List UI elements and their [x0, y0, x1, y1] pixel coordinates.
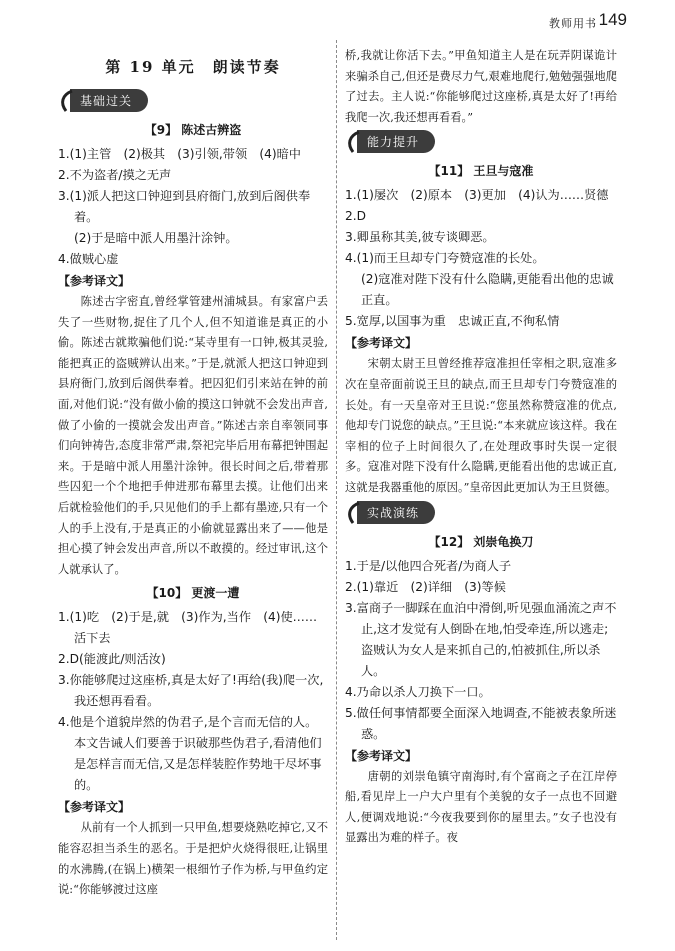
answer-line: (2)寇准对陛下没有什么隐瞒,更能看出他的忠诚正直。	[361, 272, 614, 308]
book-label: 教师用书	[549, 17, 597, 30]
lesson-title: 【12】 刘崇龟换刀	[428, 534, 534, 549]
answer-line: 2.(1)靠近 (2)详细 (3)等候	[345, 579, 506, 594]
reference-label: 【参考译文】	[58, 274, 131, 288]
lesson-title: 【9】 陈述古辨盗	[144, 123, 242, 137]
answer-line: 2.D(能渡此/则活汝)	[58, 652, 166, 667]
answer-line: 4.乃命以杀人刀换下一口。	[345, 684, 491, 699]
unit-title: 第 19 单元 朗读节奏	[105, 58, 281, 76]
translation-text: 陈述古字密直,曾经掌管建州浦城县。有家富户丢失了一些财物,捉住了几个人,但不知道谁是真正的小偷。陈述古就欺骗他们说:“某寺里有一口钟,极其灵验,能把真正的盗贼辨认出来。”于是,就派人把这口钟迎到县府衙门,放到后阁供奉着。把囚犯们引来站在钟的前面,对他们说:“没有做小偷的摸这口钟就不会发出声音,做了小偷的一摸就会发出声音。”陈述古亲自率领同事们向钟祷告,态度非常严肃,祭祀完毕后用布幕把钟围起来。于是暗中派人用墨汁涂钟。很长时间之后,带着那些囚犯一个个地把手伸进那布幕里去摸。让他们出来后就检验他们的手,只见他们的手上都有墨迹,只有一个人的手上没有,于是真正的小偷就显露出来了——他是担心摸了钟会发出声音,所以不敢摸的。经过审讯,这个人就承认了。	[58, 295, 328, 576]
answer-line: 1.(1)主管 (2)极其 (3)引领,带领 (4)暗中	[58, 147, 301, 161]
answer-line: 1.(1)屡次 (2)原本 (3)更加 (4)认为……贤德	[345, 188, 609, 203]
lesson-title: 【11】 王旦与寇准	[428, 164, 534, 179]
answer-line: 3.卿虽称其美,彼专谈卿恶。	[345, 230, 495, 245]
answer-line: 1.(1)吃 (2)于是,就 (3)作为,当作 (4)使……活下去	[58, 610, 318, 646]
reference-label: 【参考译文】	[58, 800, 131, 815]
answer-line: 3.(1)派人把这口钟迎到县府衙门,放到后阁供奉着。	[58, 189, 311, 224]
swoosh-icon	[345, 130, 361, 154]
reference-label: 【参考译文】	[345, 336, 418, 351]
section-banner-ability	[345, 130, 435, 152]
left-column	[58, 56, 328, 901]
answer-line: 2.不为盗者/摸之无声	[58, 168, 172, 182]
column-divider	[336, 40, 337, 940]
section-title: 实战演练	[357, 501, 435, 524]
translation-text: 从前有一个人抓到一只甲鱼,想要烧熟吃掉它,又不能容忍担当杀生的恶名。于是把炉火烧得很旺,让锅里的水沸腾,(在锅上)横架一根细竹子作为桥,与甲鱼约定说:“你能够渡过这座	[58, 821, 328, 897]
answer-line: 2.D	[345, 209, 367, 224]
answer-line: 3.你能够爬过这座桥,真是太好了!再给(我)爬一次,我还想再看看。	[58, 673, 324, 709]
translation-text: 唐朝的刘崇龟镇守南海时,有个富商之子在江岸停船,看见岸上一户大户里有个美貌的女子一点也不回避人,便调戏地说:“今夜我要到你的屋里去。”女子也没有显露出为难的样子。夜	[345, 769, 617, 845]
lesson-title: 【10】 更渡一遭	[146, 586, 240, 601]
answer-line: 4.做贼心虚	[58, 252, 119, 266]
section-title: 基础过关	[70, 89, 148, 112]
answer-line: 5.宽厚,以国事为重 忠诚正直,不徇私情	[345, 314, 560, 329]
answer-line: 本文告诫人们要善于识破那些伪君子,看清他们是怎样言而无信,又是怎样装腔作势地干尽坏事的。	[74, 736, 322, 793]
page-header	[0, 8, 675, 34]
answer-line: 3.富商子一脚踩在血泊中滑倒,听见强血涌流之声不止,这才发觉有人倒卧在地,怕受牵连,所以逃走;盗贼认为女人是来抓自己的,怕被抓住,所以杀人。	[345, 600, 617, 678]
swoosh-icon	[345, 501, 361, 525]
swoosh-icon	[58, 89, 74, 113]
answer-line: 5.做任何事情都要全面深入地调查,不能被表象所迷惑。	[345, 705, 617, 741]
answer-line: 4.他是个道貌岸然的伪君子,是个言而无信的人。	[58, 715, 318, 730]
translation-text: 宋朝太尉王旦曾经推荐寇准担任宰相之职,寇准多次在皇帝面前说王旦的缺点,而王旦却专门夸赞寇准的长处。有一天皇帝对王旦说:“您虽然称赞寇准的优点,他却专门说您的缺点。”王旦说:“本来就应该这样。我在宰相的位子上时间很久了,在处理政事时失误一定很多。寇准对陛下没有什么隐瞒,更能看出他的忠诚正直,这就是我器重他的原因。”皇帝因此更加认为王旦贤德。	[345, 357, 617, 494]
section-banner-basic	[58, 89, 148, 111]
reference-label: 【参考译文】	[345, 748, 418, 763]
page-number: 149	[598, 10, 627, 29]
right-column	[345, 46, 617, 849]
answer-line: (2)于是暗中派人用墨汁涂钟。	[74, 231, 238, 245]
answer-line: 1.于是/以他四合死者/为商人子	[345, 558, 512, 573]
section-title: 能力提升	[357, 130, 435, 153]
section-banner-practice	[345, 501, 435, 523]
answer-line: 4.(1)而王旦却专门夸赞寇准的长处。	[345, 251, 545, 266]
translation-text: 桥,我就让你活下去。”甲鱼知道主人是在玩弄阴谋诡计来骗杀自己,但还是费尽力气,艰难地爬行,勉勉强强地爬了过去。主人说:“你能够爬过这座桥,真是太好了!再给我爬一次,我还想再看看。”	[345, 49, 617, 124]
